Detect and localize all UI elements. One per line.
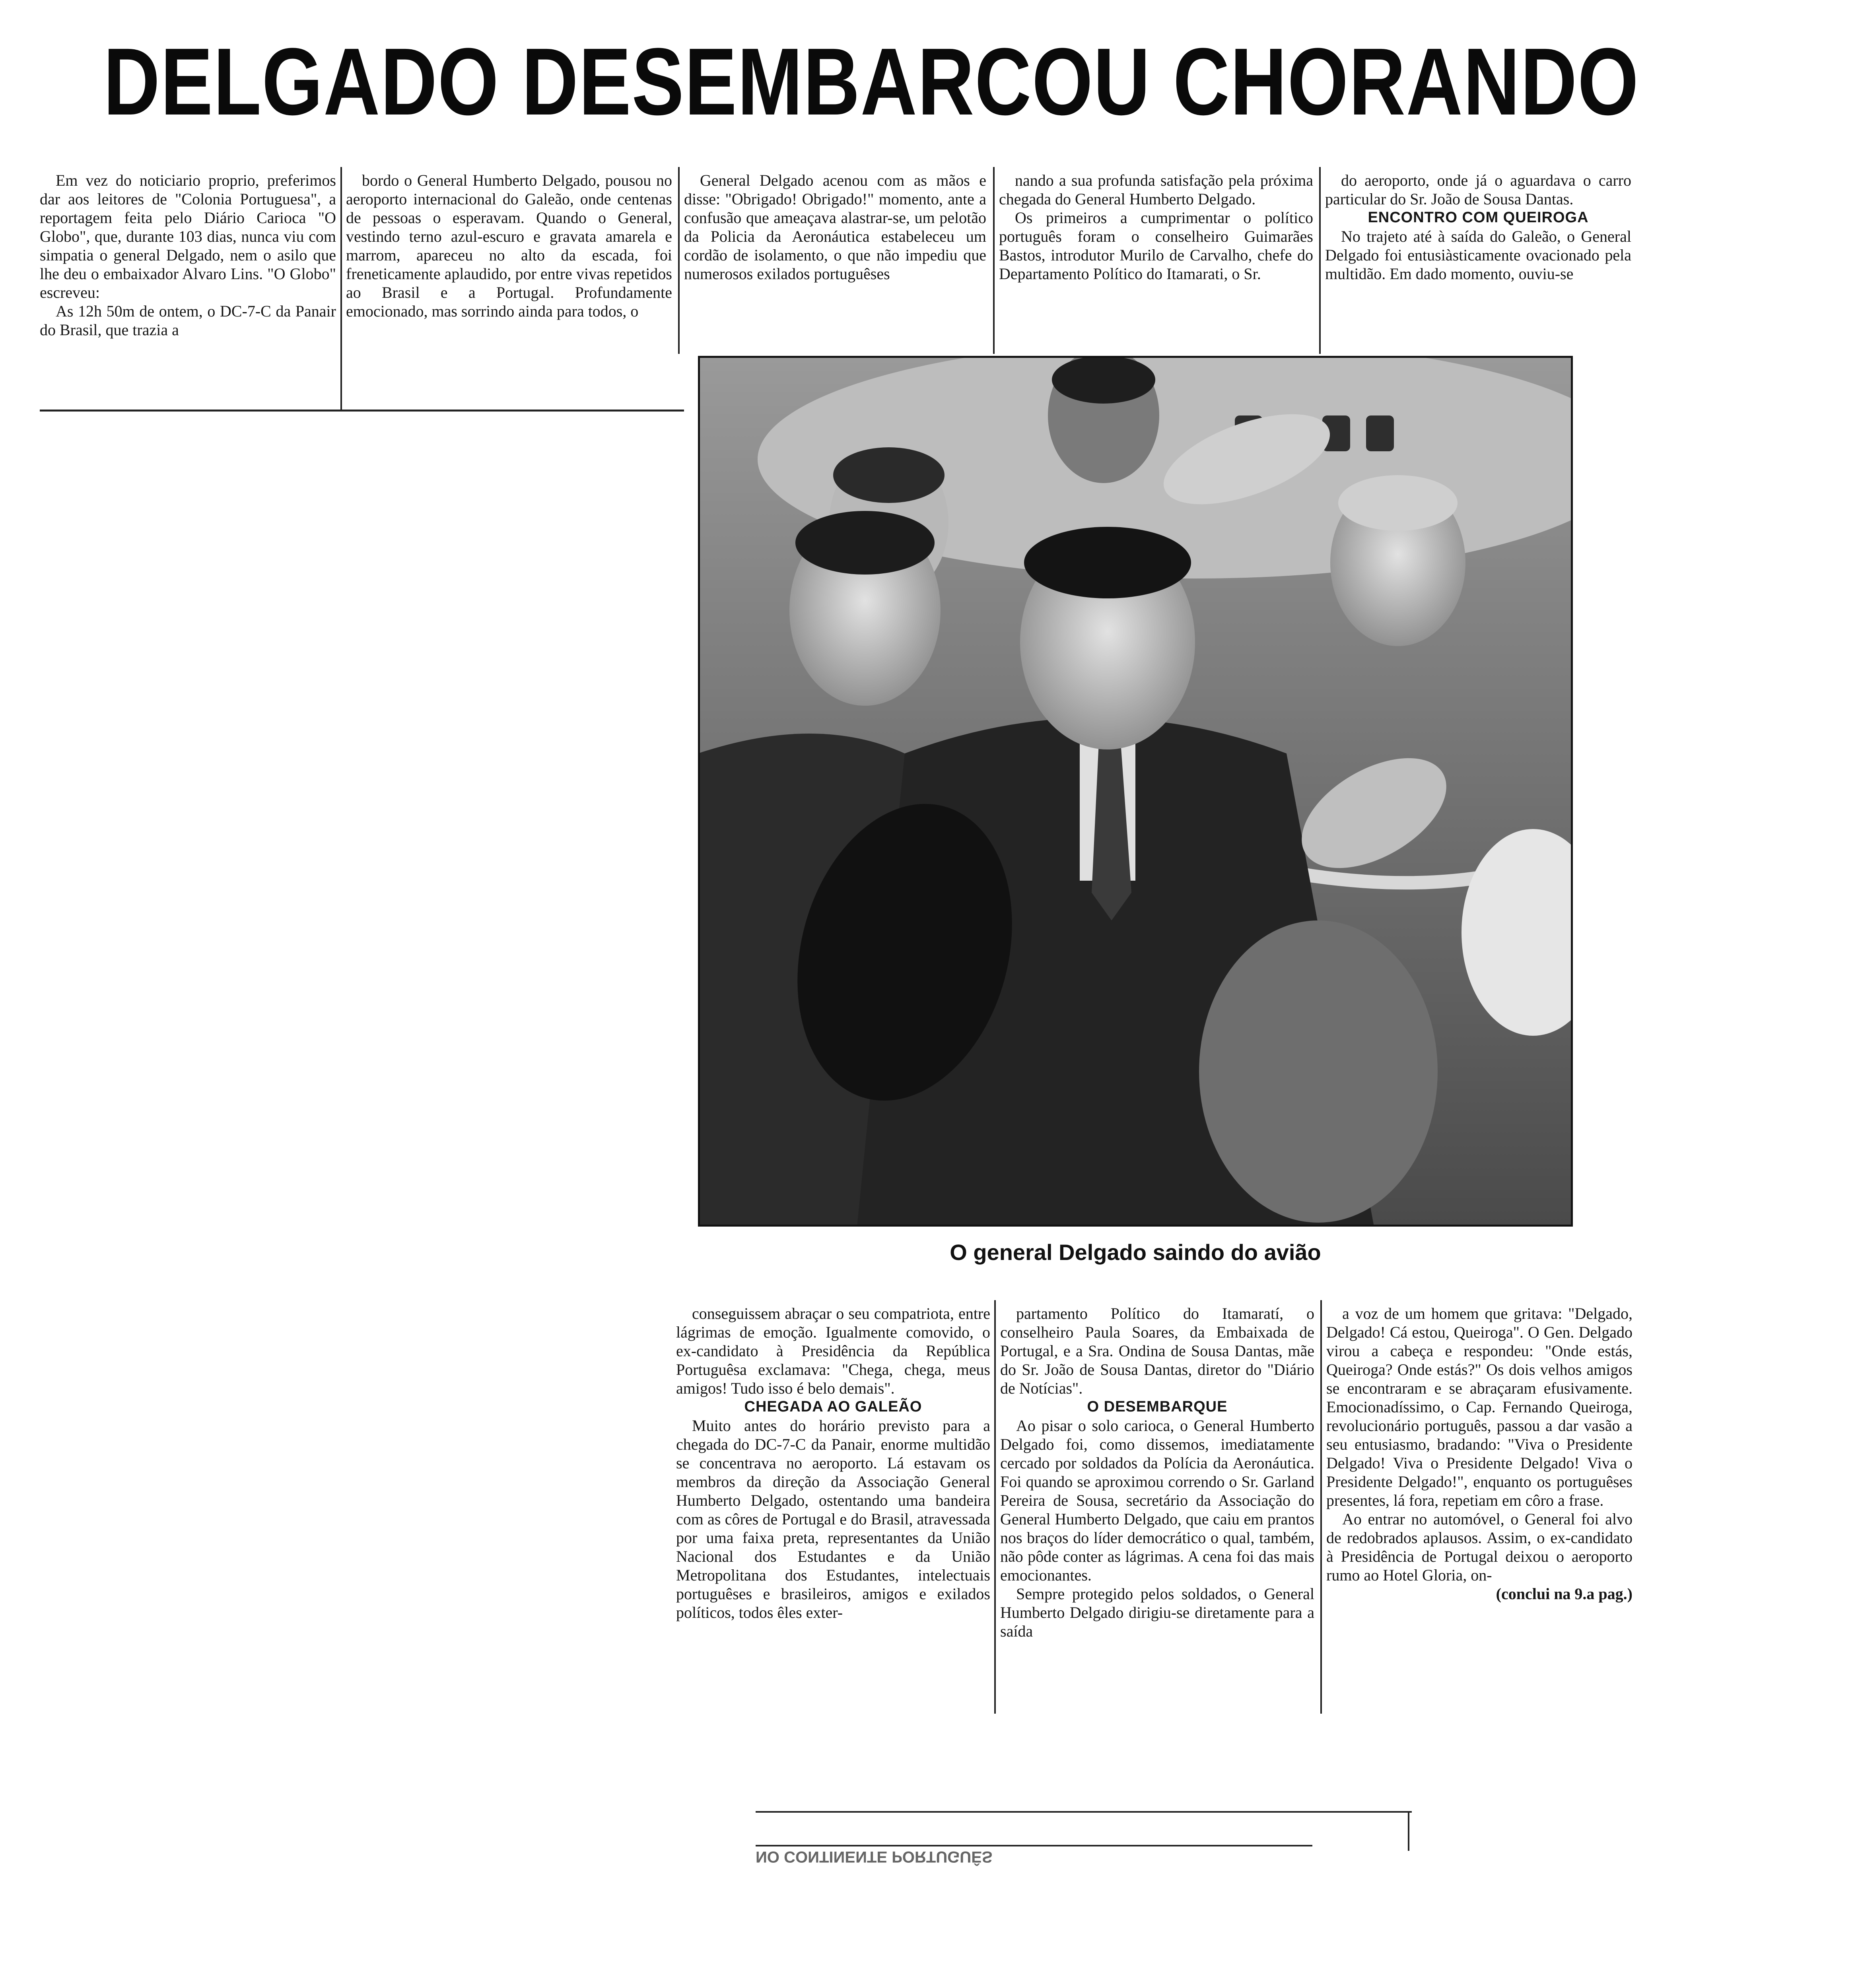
photo-caption: O general Delgado saindo do avião: [950, 1240, 1321, 1265]
paragraph: partamento Político do Itamaratí, o conselheiro Paula Soares, da Embaixada de Portugal, e a Sra. Ondina de Sousa Dantas, mãe do Sr. João de Sousa Dantas, diretor do "Diário de Notícias".: [1000, 1305, 1314, 1397]
paragraph: a voz de um homem que gritava: "Delgado, Delgado! Cá estou, Queiroga". O Gen. Delgado virou a cabeça e respondeu: "Onde estás, Queiroga? Onde estás?" Os dois velhos amigos se encontraram e se abraçaram efusivamente. Emocionadíssimo, o Cap. Fernando Queiroga, revolucionário português, passou a dar vasão a seu entusiasmo, bradando: "Viva o Presidente Delgado! Viva o Presidente Delgado! Viva o Presidente Delgado!", enquanto os portuguêses presentes, lá fora, repetiam em côro a frase.: [1326, 1305, 1633, 1509]
column-3: [684, 171, 986, 354]
column-divider: [1319, 167, 1321, 354]
bottom-divider: [1408, 1811, 1409, 1851]
paragraph: Em vez do noticiario proprio, preferimos dar aos leitores de "Colonia Portuguesa", a reportagem feita pelo Diário Carioca "O Globo", que, durante 103 dias, nunca viu com simpatia o general Delgado, nem o asilo que lhe deu o embaixador Alvaro Lins. "O Globo" escreveu:: [40, 171, 336, 301]
paragraph: conseguissem abraçar o seu compatriota, entre lágrimas de emoção. Igualmente comovido, o ex-candidato à Presidência da República Portuguêsa exclamava: "Chega, chega, meus amigos! Tudo isso é belo demais".: [676, 1305, 990, 1397]
paragraph: Sempre protegido pelos soldados, o General Humberto Delgado dirigiu-se diretamente para a saída: [1000, 1585, 1314, 1640]
subheading: CHEGADA AO GALEÃO: [744, 1398, 922, 1415]
column-5: [1325, 171, 1631, 354]
column-divider: [993, 167, 995, 354]
subheading: O DESEMBARQUE: [1087, 1398, 1228, 1415]
paragraph: Ao entrar no automóvel, o General foi alvo de redobrados aplausos. Assim, o ex-candidato à Presidência de Portugal deixou o aeroporto rumo ao Hotel Gloria, on-: [1326, 1510, 1633, 1584]
paragraph: General Delgado acenou com as mãos e disse: "Obrigado! Obrigado!" momento, ante a confusão que ameaçava alastrar-se, um pelotão da Policia da Aeronáutica estabeleceu um cordão de isolamento, o que não impediu que numerosos exilados portuguêses: [684, 171, 986, 283]
paragraph: bordo o General Humberto Delgado, pousou no aeroporto internacional do Galeão, onde centenas de pessoas o esperavam. Quando o General, vestindo terno azul-escuro e gravata amarela e marrom, apareceu no alto da escada, foi freneticamente aplaudido, por entre vivas repetidos ao Brasil e a Portugal. Profundamente emocionado, mas sorrindo ainda para todos, o: [346, 171, 672, 320]
news-photograph: [698, 356, 1573, 1227]
column-2: [346, 171, 672, 394]
paragraph: As 12h 50m de ontem, o DC-7-C da Panair do Brasil, que trazia a: [40, 302, 336, 339]
headline: DELGADO DESEMBARCOU CHORANDO: [103, 28, 1639, 135]
photo-illustration: [698, 356, 1573, 1227]
continuation-note: (conclui na 9.a pag.): [1496, 1585, 1633, 1603]
column-4: [999, 171, 1313, 354]
subheading: ENCONTRO COM QUEIROGA: [1368, 209, 1589, 226]
column-divider: [1320, 1300, 1322, 1714]
paragraph: Os primeiros a cumprimentar o político português foram o conselheiro Guimarães Bastos, introdutor Murilo de Carvalho, chefe do Departamento Político do Itamarati, o Sr.: [999, 209, 1313, 283]
paragraph: Muito antes do horário previsto para a chegada do DC-7-C da Panair, enorme multidão se concentrava no aeroporto. Lá estavam os membros da direção da Associação General Humberto Delgado, ostentando uma bandeira com as côres de Portugal e do Brasil, atravessada por uma faixa preta, representantes da União Nacional dos Estudantes e da União Metropolitana dos Estudantes, intelectuais portuguêses e brasileiros, amigos e exilados políticos, todos êles exter-: [676, 1417, 990, 1621]
bottom-rule: [756, 1811, 1412, 1813]
paragraph: Ao pisar o solo carioca, o General Humberto Delgado foi, como dissemos, imediatamente cercado por soldados da Polícia da Aeronáutica. Foi quando se aproximou correndo o Sr. Garland Pereira de Sousa, secretário da Associação do General Humberto Delgado, que caiu em prantos nos braços do líder democrático o qual, também, não pôde conter as lágrimas. A cena foi das mais emocionantes.: [1000, 1417, 1314, 1584]
paragraph: do aeroporto, onde já o aguardava o carro particular do Sr. João de Sousa Dantas.: [1325, 171, 1631, 208]
column-8: [1326, 1304, 1633, 1734]
column-divider: [678, 167, 680, 354]
paragraph: nando a sua profunda satisfação pela próxima chegada do General Humberto Delgado.: [999, 171, 1313, 208]
bleed-through-text: NO CONTINENTE PORTUGUÊS: [756, 1848, 993, 1866]
column-1: [40, 171, 336, 417]
paragraph: No trajeto até à saída do Galeão, o General Delgado foi entusiàsticamente ovacionado pela multidão. Em dado momento, ouviu-se: [1325, 227, 1631, 283]
column-7: [1000, 1304, 1314, 1726]
column-6: [676, 1304, 990, 1726]
column-rule: [40, 410, 684, 412]
column-divider: [340, 167, 342, 410]
column-divider: [994, 1300, 996, 1714]
